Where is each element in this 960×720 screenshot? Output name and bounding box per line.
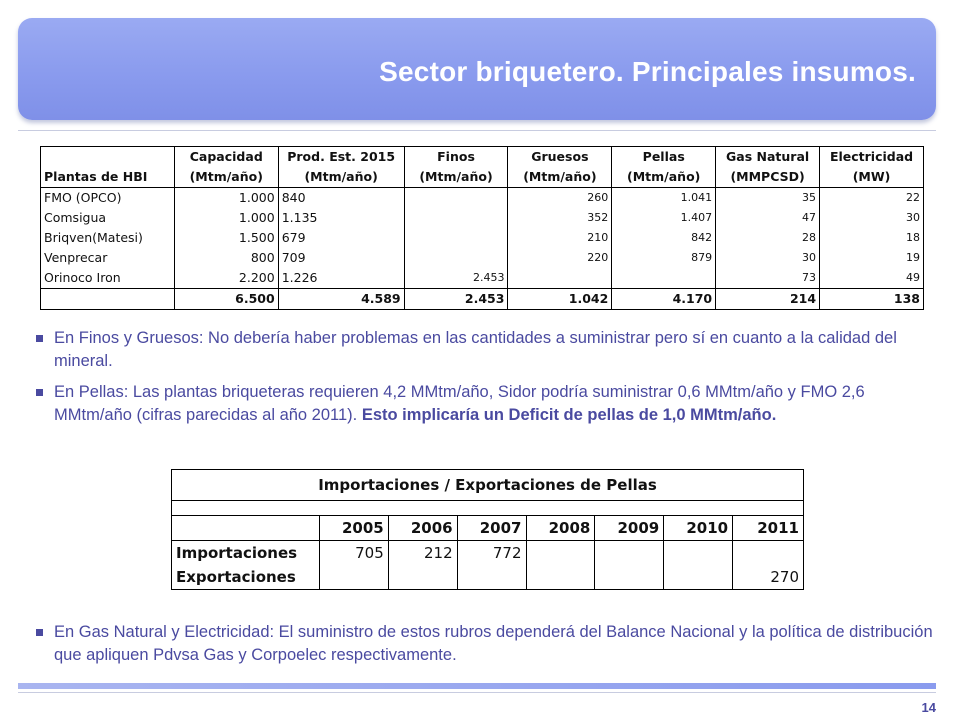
bullet-list-bottom bbox=[36, 621, 936, 675]
table-cell: 679 bbox=[278, 228, 404, 248]
slide-title: Sector briquetero. Principales insumos. bbox=[379, 56, 916, 87]
bullet-pellas bbox=[36, 381, 936, 427]
header-cell: (MW) bbox=[852, 169, 891, 184]
spacer-row bbox=[172, 501, 804, 516]
header-cell: (Mtm/año) bbox=[404, 167, 508, 188]
table-row bbox=[172, 565, 804, 590]
table-cell bbox=[508, 268, 612, 289]
table-row bbox=[41, 208, 924, 228]
plant-name-cell: Briqven(Matesi) bbox=[41, 228, 175, 248]
table-cell: 2.200 bbox=[174, 268, 278, 289]
table-cell bbox=[404, 248, 508, 268]
bullet-gas-electricidad bbox=[36, 621, 936, 667]
table-cell: 840 bbox=[278, 188, 404, 209]
table-cell: 1.000 bbox=[174, 188, 278, 209]
table-cell: 1.407 bbox=[612, 208, 716, 228]
table-row bbox=[41, 188, 924, 209]
table-cell: 1.041 bbox=[612, 188, 716, 209]
total-cell: 138 bbox=[820, 289, 924, 310]
bullet-square-icon bbox=[36, 389, 43, 396]
table-header-row bbox=[41, 147, 924, 168]
bullet-text: En Gas Natural y Electricidad: El suministro de estos rubros dependerá del Balance Nacional y la política de distribución que apliquen Pdvsa Gas y Corpoelec respectivamente. bbox=[54, 623, 933, 664]
total-cell: 1.042 bbox=[508, 289, 612, 310]
table-cell: 35 bbox=[716, 188, 820, 209]
year-header: 2007 bbox=[457, 516, 526, 541]
row-label: Importaciones bbox=[172, 541, 320, 566]
table-cell: 47 bbox=[716, 208, 820, 228]
table-cell bbox=[404, 208, 508, 228]
table-title-row bbox=[172, 470, 804, 501]
table-cell: 30 bbox=[906, 211, 920, 224]
header-cell: Pellas bbox=[612, 147, 716, 168]
bullet-emphasis: Esto implicaría un Deficit de pellas de 1,0 MMtm/año. bbox=[361, 406, 777, 424]
table-cell: 842 bbox=[612, 228, 716, 248]
table-cell: 22 bbox=[906, 191, 920, 204]
bullet-finos-gruesos bbox=[36, 327, 936, 373]
plant-name-cell: Comsigua bbox=[41, 208, 175, 228]
table-cell: 352 bbox=[508, 208, 612, 228]
table-row bbox=[41, 268, 924, 289]
table-cell bbox=[388, 565, 457, 590]
table-cell bbox=[41, 289, 175, 310]
table-cell bbox=[457, 565, 526, 590]
table-cell: 879 bbox=[612, 248, 716, 268]
header-cell: Gruesos bbox=[508, 147, 612, 168]
table-cell bbox=[526, 565, 595, 590]
header-cell: Finos bbox=[404, 147, 508, 168]
table-cell: 705 bbox=[319, 541, 388, 566]
title-divider bbox=[18, 130, 936, 131]
table-cell: 19 bbox=[906, 251, 920, 264]
years-row bbox=[172, 516, 804, 541]
table-cell: 1.135 bbox=[278, 208, 404, 228]
table-row bbox=[41, 228, 924, 248]
table-cell bbox=[404, 228, 508, 248]
table-cell: 1.000 bbox=[174, 208, 278, 228]
table-cell: 772 bbox=[457, 541, 526, 566]
table-cell bbox=[172, 516, 320, 541]
header-cell: (Mtm/año) bbox=[508, 167, 612, 188]
total-cell: 214 bbox=[716, 289, 820, 310]
row-label: Exportaciones bbox=[172, 565, 320, 590]
table-cell: 709 bbox=[278, 248, 404, 268]
table-cell bbox=[404, 188, 508, 209]
header-cell: Prod. Est. 2015 bbox=[278, 147, 404, 168]
year-header: 2009 bbox=[595, 516, 664, 541]
totals-row bbox=[41, 289, 924, 310]
table-cell: 2.453 bbox=[404, 268, 508, 289]
header-cell: (MMPCSD) bbox=[716, 167, 820, 188]
total-cell: 4.589 bbox=[278, 289, 404, 310]
table-cell: 49 bbox=[906, 271, 920, 284]
table-cell bbox=[612, 268, 716, 289]
table-cell bbox=[526, 541, 595, 566]
table-cell bbox=[319, 565, 388, 590]
header-cell: (Mtm/año) bbox=[612, 167, 716, 188]
table-row bbox=[172, 541, 804, 566]
pellas-trade-table bbox=[171, 469, 804, 590]
year-header: 2011 bbox=[757, 519, 799, 537]
title-bar bbox=[18, 18, 936, 120]
table-cell: 30 bbox=[716, 248, 820, 268]
bullet-text: En Finos y Gruesos: No debería haber problemas en las cantidades a suministrar pero sí en cuanto a la calidad del mineral. bbox=[54, 329, 897, 370]
table-cell: 260 bbox=[508, 188, 612, 209]
year-header: 2005 bbox=[319, 516, 388, 541]
table-cell: 73 bbox=[716, 268, 820, 289]
table-header-row bbox=[41, 167, 924, 188]
header-cell: (Mtm/año) bbox=[278, 167, 404, 188]
table-cell bbox=[664, 541, 733, 566]
table-cell: 1.226 bbox=[278, 268, 404, 289]
footer-bar bbox=[18, 683, 936, 689]
year-header: 2008 bbox=[526, 516, 595, 541]
plant-name-cell: Venprecar bbox=[41, 248, 175, 268]
bullet-square-icon bbox=[36, 335, 43, 342]
total-cell: 4.170 bbox=[612, 289, 716, 310]
footer-divider bbox=[18, 692, 936, 693]
table-cell: 800 bbox=[174, 248, 278, 268]
table-row bbox=[41, 248, 924, 268]
header-cell: Plantas de HBI bbox=[41, 167, 175, 188]
table-cell bbox=[595, 565, 664, 590]
table-cell bbox=[733, 541, 804, 566]
table-cell bbox=[664, 565, 733, 590]
table-cell: 270 bbox=[770, 568, 799, 586]
bullet-list-top bbox=[36, 327, 936, 435]
plant-name-cell: FMO (OPCO) bbox=[41, 188, 175, 209]
table-cell: 1.500 bbox=[174, 228, 278, 248]
year-header: 2010 bbox=[664, 516, 733, 541]
page-number: 14 bbox=[921, 700, 936, 715]
header-cell: (Mtm/año) bbox=[174, 167, 278, 188]
table-cell bbox=[595, 541, 664, 566]
table-cell: 220 bbox=[508, 248, 612, 268]
total-cell: 2.453 bbox=[404, 289, 508, 310]
header-cell: Electricidad bbox=[829, 149, 914, 164]
table-cell: 28 bbox=[716, 228, 820, 248]
table-cell: 210 bbox=[508, 228, 612, 248]
bullet-square-icon bbox=[36, 629, 43, 636]
hbi-plants-table bbox=[40, 146, 924, 310]
year-header: 2006 bbox=[388, 516, 457, 541]
total-cell: 6.500 bbox=[174, 289, 278, 310]
header-cell: Gas Natural bbox=[716, 147, 820, 168]
table-cell: 18 bbox=[906, 231, 920, 244]
plant-name-cell: Orinoco Iron bbox=[41, 268, 175, 289]
header-cell bbox=[41, 147, 175, 168]
pellas-table-title: Importaciones / Exportaciones de Pellas bbox=[318, 476, 657, 494]
bullet-text: En Pellas: Las plantas briqueteras requieren 4,2 MMtm/año, Sidor podría suministrar 0,6 MMtm/año y FMO 2,6 MMtm/año (cifras parecidas al año 2011). bbox=[54, 383, 865, 424]
table-cell: 212 bbox=[388, 541, 457, 566]
header-cell: Capacidad bbox=[174, 147, 278, 168]
